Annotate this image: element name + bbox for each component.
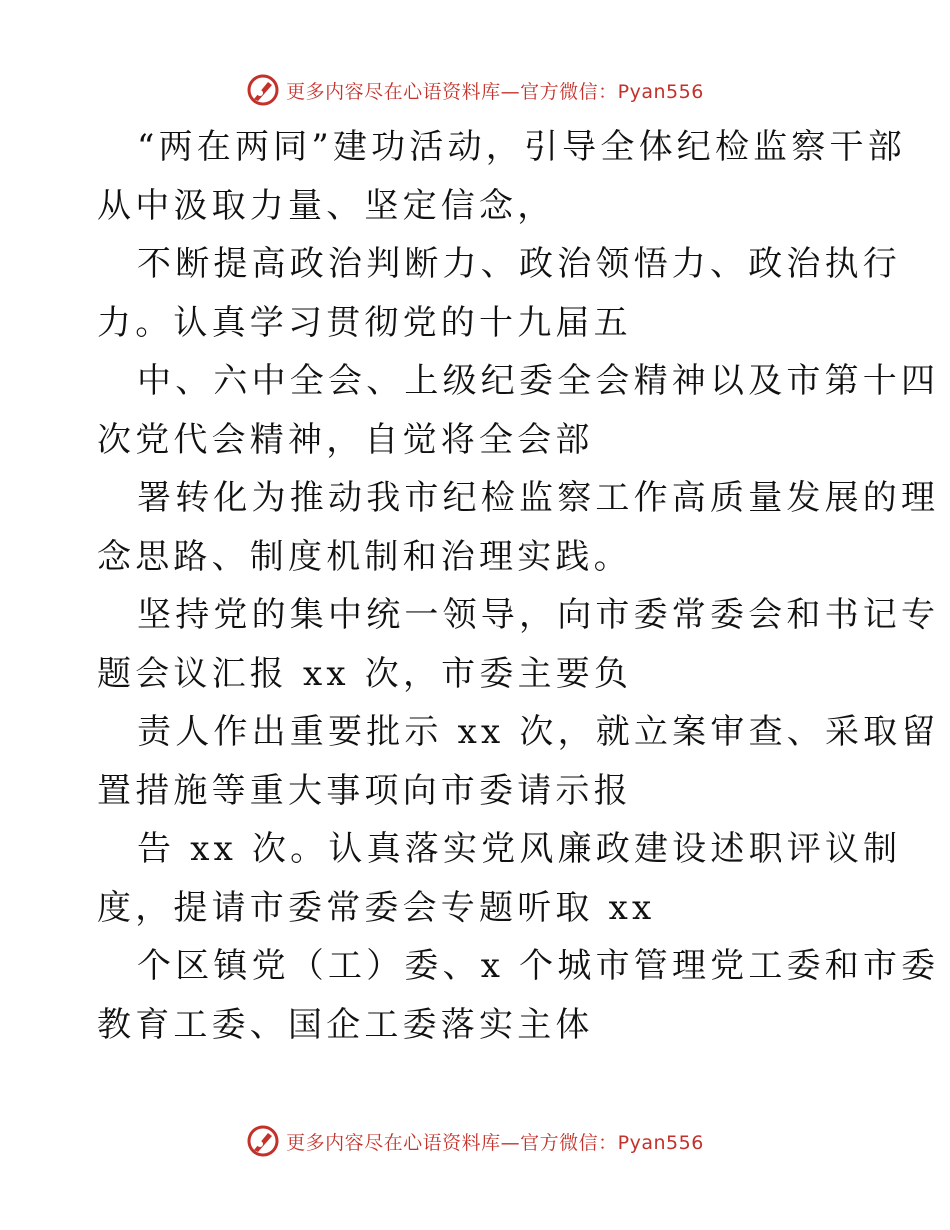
header-banner-text: 更多内容尽在心语资料库—官方微信：Pyan556: [286, 80, 704, 103]
body-line: 中、六中全会、上级纪委全会精神以及市第十四: [137, 361, 940, 401]
quill-logo-icon: [246, 1124, 280, 1158]
body-line: 个区镇党（工）委、x 个城市管理党工委和市委: [137, 946, 940, 986]
body-line: 度，提请市委常委会专题听取 xx: [97, 887, 656, 928]
body-line: 置措施等重大事项向市委请示报: [97, 770, 632, 811]
body-line: 力。认真学习贯彻党的十九届五: [97, 302, 632, 343]
body-line: 念思路、制度机制和治理实践。: [97, 536, 632, 577]
footer-banner-text: 更多内容尽在心语资料库—官方微信：Pyan556: [286, 1131, 704, 1154]
body-line: 从中汲取力量、坚定信念，: [97, 185, 556, 226]
header-banner: [0, 70, 950, 110]
body-line: 教育工委、国企工委落实主体: [97, 1004, 594, 1045]
body-line: “两在两同”建功活动，引导全体纪检监察干部: [137, 127, 906, 167]
body-line: 告 xx 次。认真落实党风廉政建设述职评议制: [137, 829, 902, 869]
body-line: 题会议汇报 xx 次，市委主要负: [97, 653, 633, 694]
body-line: 坚持党的集中统一领导，向市委常委会和书记专: [137, 595, 940, 635]
body-line: 次党代会精神，自觉将全会部: [97, 419, 594, 460]
body-line: 责人作出重要批示 xx 次，就立案审查、采取留: [137, 712, 940, 752]
quill-logo-icon: [246, 73, 280, 107]
body-line: 署转化为推动我市纪检监察工作高质量发展的理: [137, 478, 940, 518]
body-line: 不断提高政治判断力、政治领悟力、政治执行: [137, 244, 901, 284]
footer-banner: [0, 1121, 950, 1161]
document-body: [97, 118, 940, 1054]
